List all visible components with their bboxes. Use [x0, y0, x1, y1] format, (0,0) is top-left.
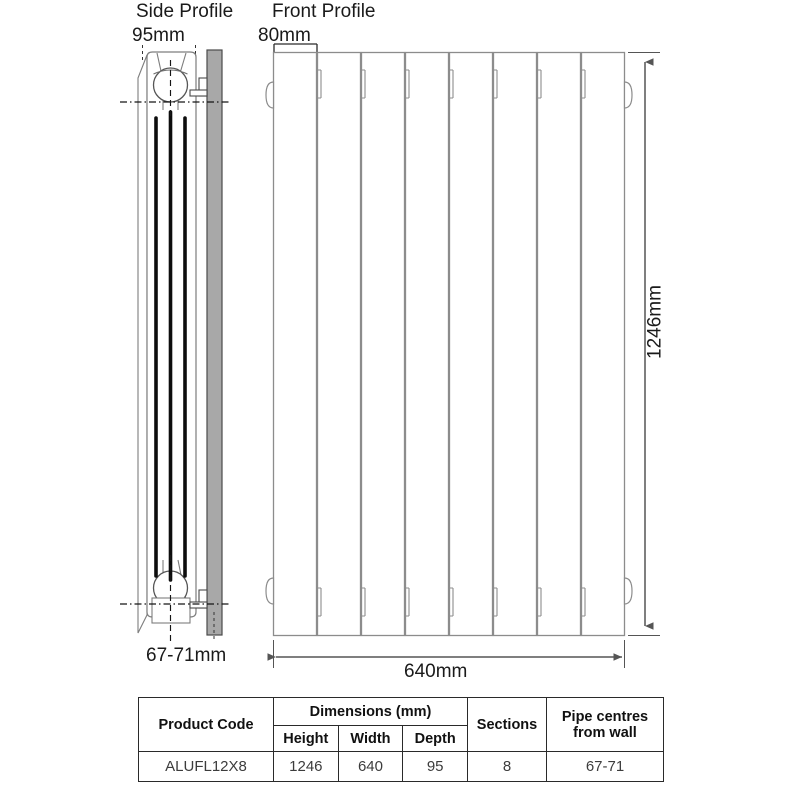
front-fin	[582, 53, 625, 636]
side-body-outline	[138, 55, 147, 633]
front-profile-drawing	[266, 44, 632, 636]
front-profile-title: Front Profile	[272, 1, 376, 22]
table-row	[139, 752, 664, 782]
specification-table	[138, 697, 664, 782]
cell-pipe-centres: 67-71	[547, 752, 664, 782]
cell-height: 1246	[274, 752, 339, 782]
header-sections: Sections	[468, 698, 547, 752]
wall-slab	[207, 50, 222, 635]
cell-product-code: ALUFL12X8	[139, 752, 274, 782]
header-height: Height	[274, 726, 339, 752]
front-fin	[406, 53, 449, 636]
front-fin	[274, 53, 317, 636]
header-pipe-centres: Pipe centres from wall	[547, 698, 664, 752]
front-fin	[494, 53, 537, 636]
table-header-row-1	[139, 698, 664, 726]
front-fin	[450, 53, 493, 636]
front-fin	[362, 53, 405, 636]
front-fin-sections	[274, 53, 625, 636]
front-section-width-dimension-label: 80mm	[258, 25, 311, 46]
front-left-end-lugs	[266, 82, 274, 604]
side-profile-drawing	[120, 45, 230, 645]
front-right-end-lugs	[625, 82, 633, 604]
cell-width: 640	[338, 752, 403, 782]
side-depth-dimension-label: 95mm	[132, 25, 185, 46]
cell-sections: 8	[468, 752, 547, 782]
cell-depth: 95	[403, 752, 468, 782]
header-product-code: Product Code	[139, 698, 274, 752]
overall-width-dimension-label: 640mm	[404, 661, 468, 682]
pipe-centres-dimension-label: 67-71mm	[146, 645, 227, 666]
header-depth: Depth	[403, 726, 468, 752]
side-profile-title: Side Profile	[136, 1, 234, 22]
front-fin	[318, 53, 361, 636]
header-dimensions-group: Dimensions (mm)	[274, 698, 468, 726]
overall-height-dimension-label: 1246mm	[644, 285, 666, 359]
front-fin	[538, 53, 581, 636]
header-width: Width	[338, 726, 403, 752]
